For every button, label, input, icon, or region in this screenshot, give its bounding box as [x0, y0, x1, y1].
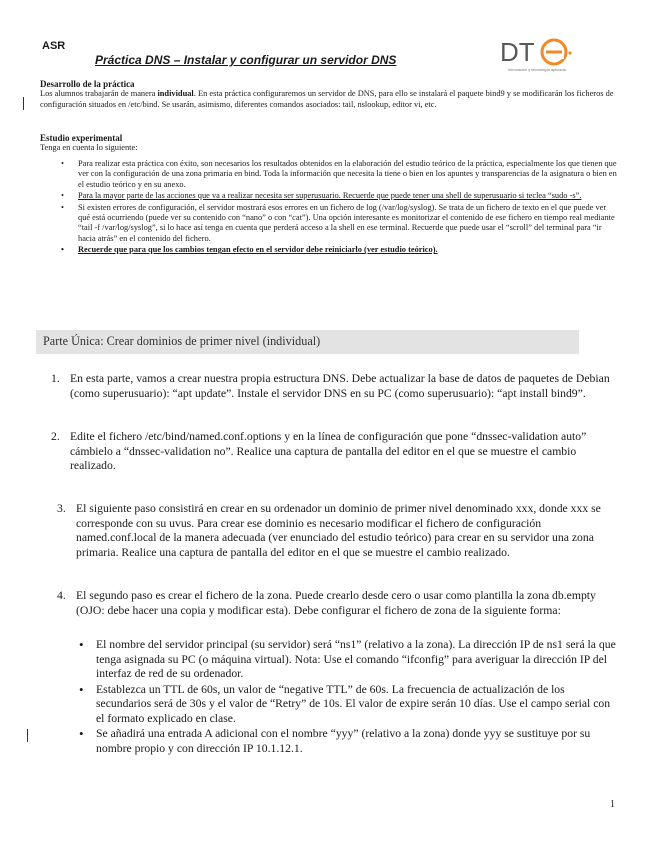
list-item: • Recuerde que para que los cambios tengan efecto en el servidor debe reiniciarlo (ver estudio teórico). [78, 245, 618, 255]
step-1: 1. En esta parte, vamos a crear nuestra propia estructura DNS. Debe actualizar la base de datos de paquetes de Debian (como superusuario): “apt update”. Instale el servidor DNS en su PC (como superusuario): “apt install bind9”. [51, 372, 610, 400]
dte-logo [498, 35, 588, 75]
step-4: 4. El segundo paso es crear el fichero de la zona. Puede crearlo desde cero o usar como plantilla la zona db.empty (OJO: debe hacer una copia y modificar esta). Debe configurar el fichero de zona de la siguiente forma: [57, 589, 596, 617]
list-item: • Establezca un TTL de 60s, un valor de “negative TTL” de 60s. La frecuencia de actualización de los secundarios será de 30s y el valor de “Retry” de 10s. El valor de expire serán 10 días. Use el campo serial con el formato explicado en clase. [96, 683, 618, 727]
logo-letters: DT [500, 37, 535, 67]
document-title: Práctica DNS – Instalar y configurar un servidor DNS [95, 53, 397, 67]
list-item: • Se añadirá una entrada A adicional con el nombre “yyy” (relativo a la zona) donde yyy se sustituye por su nombre propio y con dirección IP 10.1.12.1. [96, 727, 618, 756]
estudio-heading: Estudio experimental [40, 133, 123, 143]
course-label: ASR [42, 40, 66, 52]
estudio-section [40, 133, 616, 154]
list-item: • Para la mayor parte de las acciones que va a realizar necesita ser superusuario. Recuerde que puede tener una shell de superusuario si teclea “sudo -s”. [78, 191, 618, 201]
list-item: • El nombre del servidor principal (su servidor) será “ns1” (relativo a la zona). La dirección IP de ns1 será la que tenga asignada su PC (o máquina virtual). Nota: Use el comando “ifconfig” para averiguar la dirección IP del interfaz de red de su ordenador. [96, 638, 618, 682]
desarrollo-text: Los alumnos trabajarán de manera individual. En esta práctica configuraremos un servidor de DNS, para ello se instalará el paquete bind9 y se modificarán los ficheros de configuración situados en /etc/bind. Se usarán, asimismo, diferentes comandos asociados: tail, nslookup, editor vi, etc. [40, 89, 614, 109]
part-heading: Parte Única: Crear dominios de primer nivel (individual) [36, 330, 579, 354]
logo-graphic [498, 35, 588, 75]
list-item: • Para realizar esta práctica con éxito, son necesarios los resultados obtenidos en la elaboración del estudio teórico de la práctica, especialmente los que tienen que ver con la configuración de una zona primaria en bind. Toda la información que necesita la tiene o bien en los apuntes y transparencias de la asignatura o bien en el estudio teórico y en su anexo. [78, 159, 618, 190]
desarrollo-section [40, 79, 616, 110]
page-number: 1 [610, 799, 615, 810]
change-bar [23, 97, 24, 110]
estudio-intro: Tenga en cuenta lo siguiente: [40, 143, 138, 153]
change-bar [27, 729, 28, 742]
desarrollo-heading: Desarrollo de la práctica [40, 79, 135, 89]
estudio-bullets [78, 159, 618, 257]
step-2: 2. Edite el fichero /etc/bind/named.conf.options y en la línea de configuración que pone “dnssec-validation auto” cámbielo a “dnssec-validation no”. Realice una captura de pantalla del editor en el que se muestre el cambio realizado. [51, 430, 587, 472]
step-3: 3. El siguiente paso consistirá en crear en su ordenador un dominio de primer nivel denominado xxx, donde xxx se corresponde con su uvus. Para crear ese dominio es necesario modificar el fichero de configuración named.conf.local de la manera adecuada (ver enunciado del estudio teórico) para crear en su servidor una zona primaria. Realice una captura de pantalla del editor en el que se muestre el cambio realizado. [57, 502, 601, 559]
logo-tagline: innovación y tecnología aplicada [508, 67, 566, 72]
step-4-bullets [96, 638, 618, 757]
list-item: • Si existen errores de configuración, el servidor mostrará esos errores en un fichero de log (/var/log/syslog). Se trata de un fichero de texto en el que puede ver qué está ocurriendo (puede ver su contenido con “nano” o con “cat”). Una opción interesante es monitorizar el contenido de ese fichero en tiempo real mediante “tail -f /var/log/syslog”, si lo hace así tenga en cuenta que perderá acceso a la shell en ese terminal. Recuerde que puede usar el “scroll” del terminal para “ir hacia atrás” en el contenido del fichero. [78, 203, 618, 245]
